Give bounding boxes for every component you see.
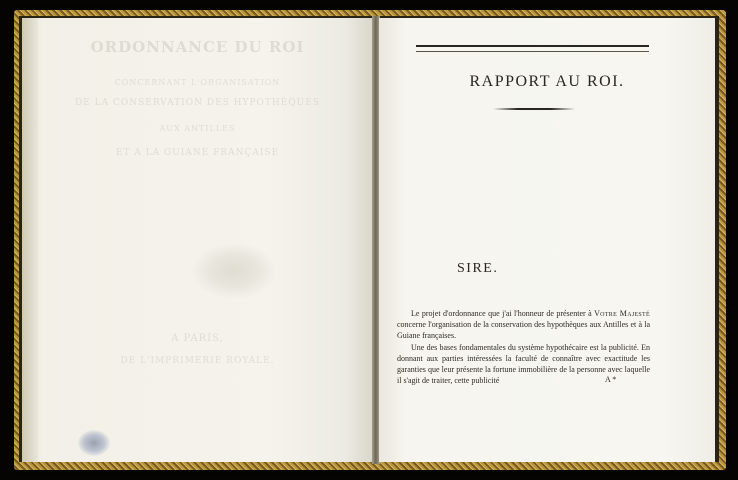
- paragraph-text: Le projet d'ordonnance que j'ai l'honneur de présenter à: [411, 309, 595, 318]
- bleed-line: CONCERNANT L'ORGANISATION: [114, 78, 281, 87]
- bleed-line: DE L'IMPRIMERIE ROYALE.: [120, 356, 275, 366]
- paragraph: Une des bases fondamentales du système hypothécaire est la publicité. En donnant aux parties intéressées la faculté de connaître avec exactitude les garanties que leur présente la fortune immobilière de la personne avec laquelle il s'agit de traiter, cette publicité: [397, 343, 650, 385]
- bleed-vignette: [192, 243, 276, 299]
- page-title: RAPPORT AU ROI.: [469, 73, 625, 90]
- paragraph-text: concerne l'organisation de la conservation des hypothèques aux Antilles et à la Guiane françaises.: [397, 320, 650, 340]
- bleed-line: ET A LA GUIANE FRANÇAISE: [115, 148, 280, 158]
- header-rule-thin: [416, 51, 649, 52]
- library-stamp-icon: [78, 430, 110, 456]
- bleed-title: ORDONNANCE DU ROI: [90, 38, 305, 56]
- right-page: [379, 18, 715, 462]
- title-ornament-rule: [493, 108, 575, 110]
- bleed-line: DE LA CONSERVATION DES HYPOTHÈQUES: [74, 98, 321, 108]
- header-rule: [416, 45, 649, 47]
- salutation: SIRE.: [457, 261, 499, 276]
- signature-mark: A *: [605, 375, 617, 384]
- bleed-line: AUX ANTILLES: [159, 124, 236, 133]
- bleed-line: A PARIS,: [171, 333, 224, 344]
- left-page: [22, 18, 373, 462]
- paragraph: [397, 308, 650, 341]
- paragraph-small-caps: Votre Majesté: [594, 309, 650, 318]
